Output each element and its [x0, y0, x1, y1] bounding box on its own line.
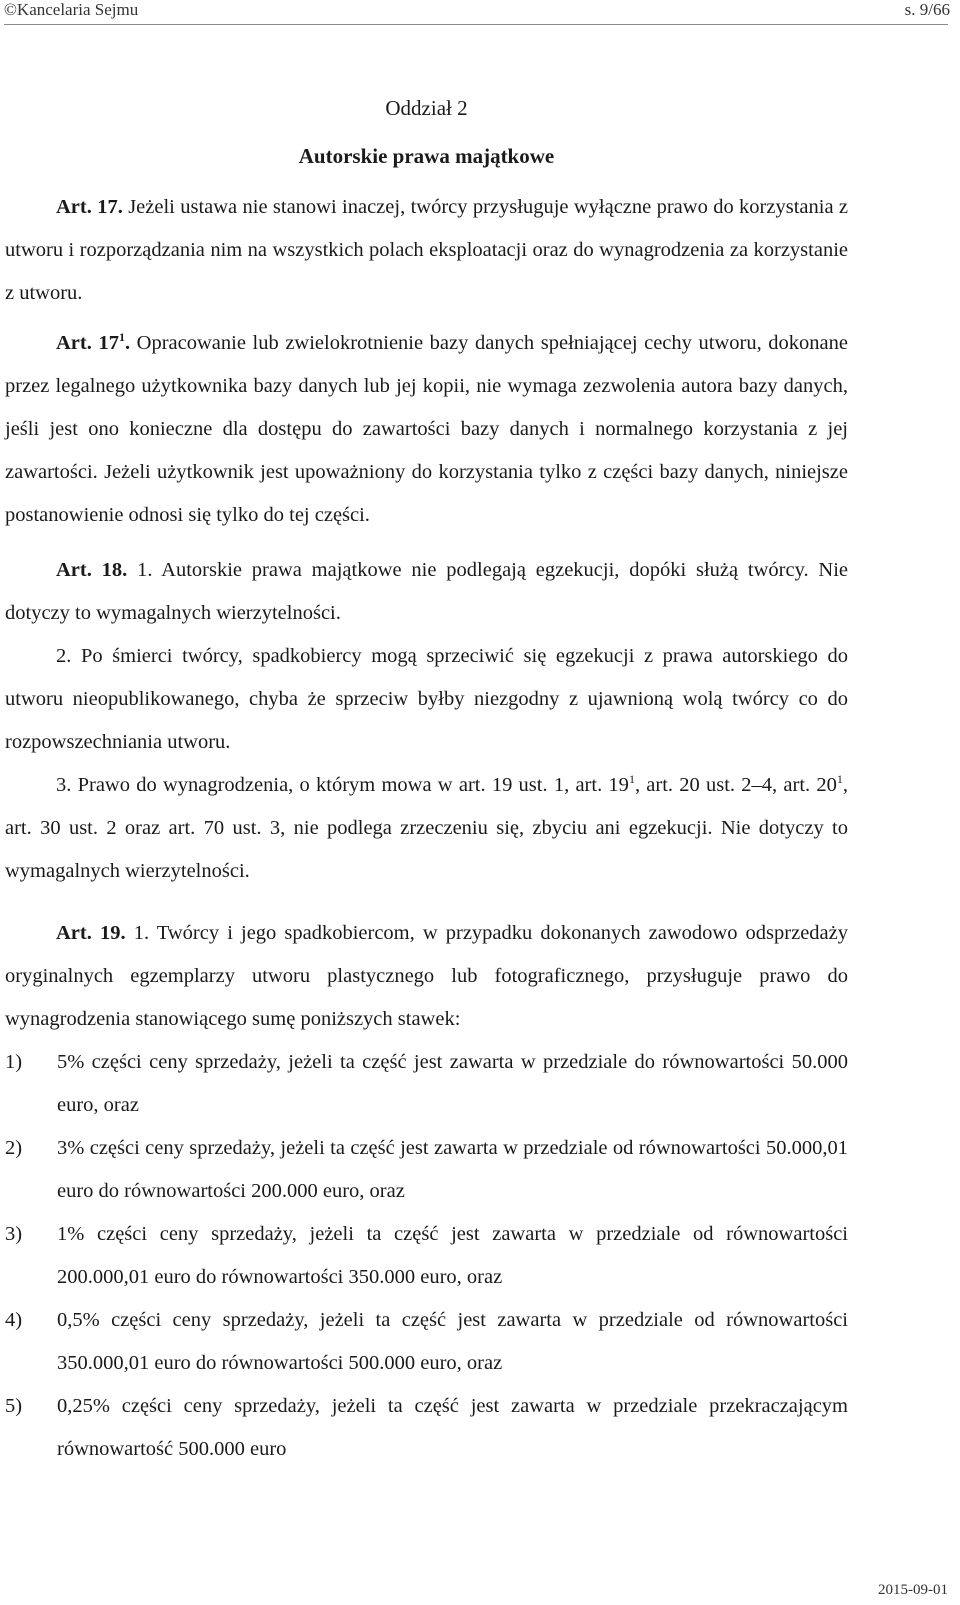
- list-item-number: 5): [5, 1395, 23, 1417]
- article-18-paragraph-1: [5, 549, 848, 635]
- header-source: ©Kancelaria Sejmu: [4, 0, 139, 19]
- list-item: [5, 1213, 848, 1299]
- article-17-1-text: Opracowanie lub zwielokrotnienie bazy danych spełniającej cechy utworu, dokonane przez legalnego użytkownika bazy danych lub jej kopii, nie wymaga zezwolenia autora bazy danych, jeśli jest ono konieczne dla dostępu do zawartości bazy danych i normalnego korzystania z jej zawartości. Jeżeli użytkownik jest upoważniony do korzystania tylko z części bazy danych, niniejsze postanowienie odnosi się tylko do tej części.: [5, 332, 848, 526]
- list-item: [5, 1385, 848, 1471]
- list-item-number: 2): [5, 1137, 23, 1159]
- article-18-label: Art. 18.: [56, 559, 128, 581]
- article-17-1-number: Art. 17: [56, 332, 119, 354]
- article-17: [5, 186, 848, 315]
- list-item-text: 3% części ceny sprzedaży, jeżeli ta część jest zawarta w przedziale od równowartości 50.000,01 euro do równowartości 200.000 euro, oraz: [57, 1137, 848, 1202]
- list-item: [5, 1299, 848, 1385]
- article-18-paragraph-3-part-a: 3. Prawo do wynagrodzenia, o którym mowa w art. 19 ust. 1, art. 19: [56, 774, 629, 796]
- article-18-paragraph-3-part-c: , art. 30 ust. 2 oraz art. 70 ust. 3, nie podlega zrzeczeniu się, zbyciu ani egzekucji. Nie dotyczy to wymagalnych wierzytelności.: [5, 774, 849, 882]
- header-page-number: s. 9/66: [904, 0, 950, 19]
- list-item-text: 1% części ceny sprzedaży, jeżeli ta część jest zawarta w przedziale od równowartości 200.000,01 euro do równowartości 350.000 euro, oraz: [57, 1223, 848, 1288]
- article-18-paragraph-2: 2. Po śmierci twórcy, spadkobiercy mogą sprzeciwić się egzekucji z prawa autorskiego do utworu nieopublikowanego, chyba że sprzeciw byłby niezgodny z ujawnioną wolą twórcy co do rozpowszechniania utworu.: [5, 645, 848, 753]
- article-19-paragraph-1-text: 1. Twórcy i jego spadkobiercom, w przypadku dokonanych zawodowo odsprzedaży oryginalnych egzemplarzy utworu plastycznego lub fotograficznego, przysługuje prawo do wynagrodzenia stanowiącego sumę poniższych stawek:: [5, 922, 849, 1030]
- article-17-1-label: [56, 332, 130, 354]
- list-item-text: 0,25% części ceny sprzedaży, jeżeli ta część jest zawarta w przedziale przekraczającym równowartość 500.000 euro: [57, 1395, 848, 1460]
- list-item-number: 3): [5, 1223, 23, 1245]
- list-item-number: 1): [5, 1051, 23, 1073]
- article-19-label: Art. 19.: [56, 922, 126, 944]
- header-divider: [4, 24, 948, 25]
- article-17-1: [5, 322, 848, 537]
- article-17-text: Jeżeli ustawa nie stanowi inaczej, twórcy przysługuje wyłączne prawo do korzystania z utworu i rozporządzania nim na wszystkich polach eksploatacji oraz do wynagrodzenia za korzystanie z utworu.: [5, 196, 848, 304]
- section-title: Autorskie prawa majątkowe: [298, 144, 555, 168]
- list-item-number: 4): [5, 1309, 23, 1331]
- article-18-superscript-2: 1: [836, 772, 843, 787]
- division-heading: Oddział 2: [385, 96, 468, 120]
- footer-date: 2015-09-01: [878, 1582, 948, 1598]
- article-18-paragraph-3-part-b: , art. 20 ust. 2–4, art. 20: [634, 774, 837, 796]
- article-17-1-superscript: 1: [118, 330, 125, 345]
- document-body: [5, 83, 848, 1471]
- article-17-label: Art. 17.: [56, 196, 123, 218]
- article-19-paragraph-1: [5, 912, 848, 1041]
- article-18-superscript-1: 1: [628, 772, 635, 787]
- article-18-paragraph-1-text: 1. Autorskie prawa majątkowe nie podlegają egzekucji, dopóki służą twórcy. Nie dotyczy to wymagalnych wierzytelności.: [5, 559, 849, 624]
- list-item: [5, 1041, 848, 1127]
- list-item: [5, 1127, 848, 1213]
- list-item-text: 5% części ceny sprzedaży, jeżeli ta część jest zawarta w przedziale do równowartości 50.000 euro, oraz: [57, 1051, 848, 1116]
- article-18-paragraph-3: [5, 764, 848, 893]
- list-item-text: 0,5% części ceny sprzedaży, jeżeli ta część jest zawarta w przedziale od równowartości 350.000,01 euro do równowartości 500.000 euro, oraz: [57, 1309, 848, 1374]
- article-17-1-dot: .: [124, 332, 131, 354]
